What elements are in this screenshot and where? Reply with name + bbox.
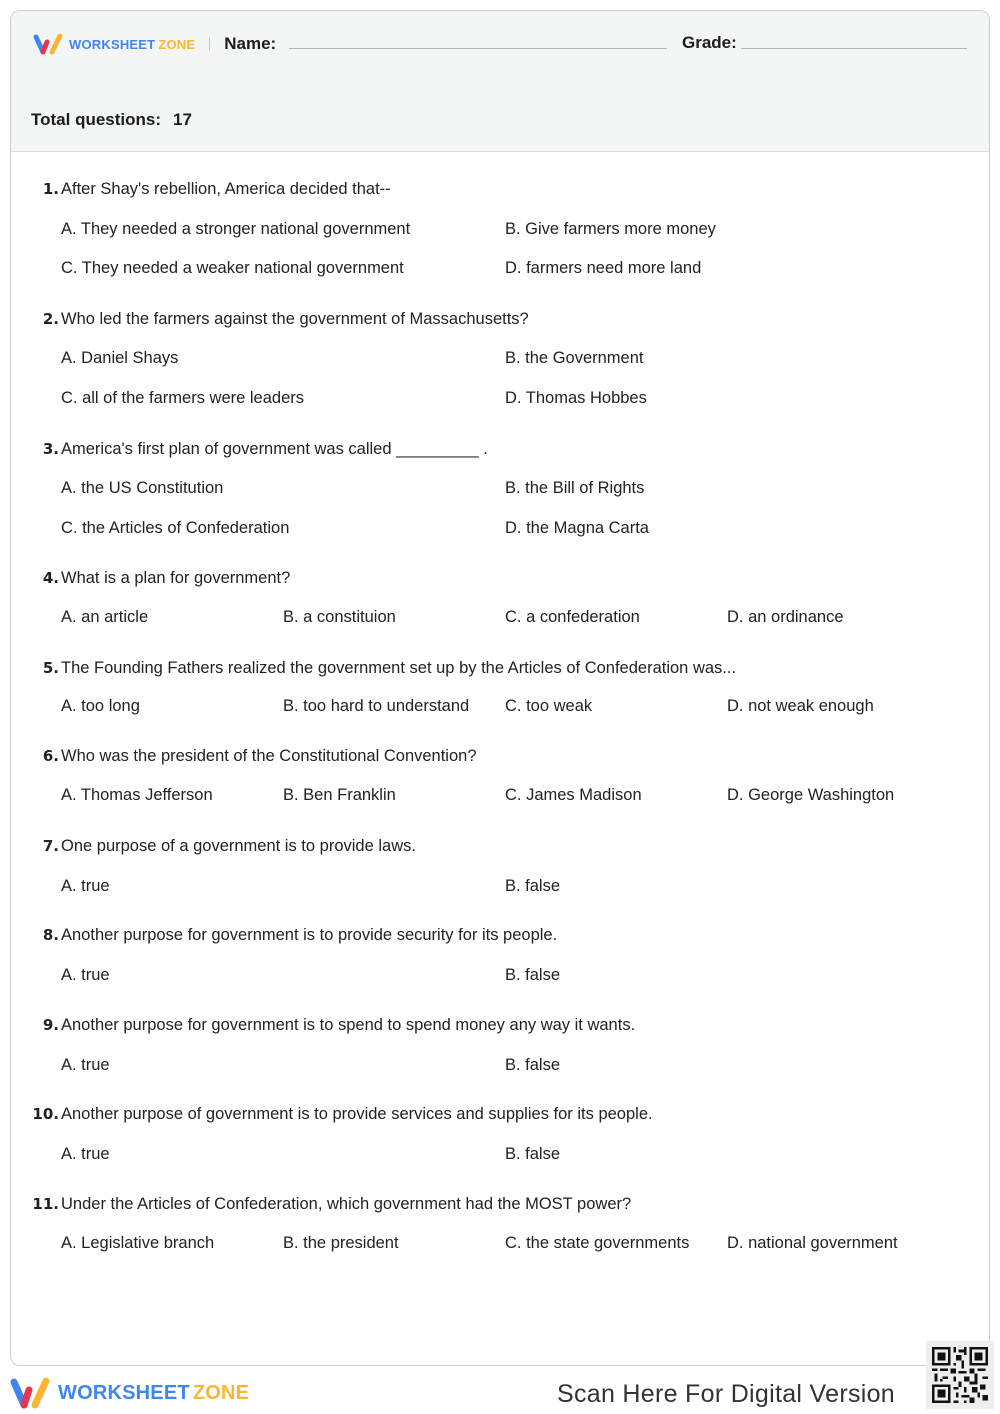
brand-name: WORKSHEET ZONE: [69, 36, 196, 52]
footer-logo: [10, 1377, 249, 1409]
option-d[interactable]: D. national government: [727, 1234, 898, 1252]
worksheet-zone-logo-icon: [33, 33, 65, 55]
option-b[interactable]: B. false: [505, 1056, 561, 1074]
option-b[interactable]: B. a constituion: [283, 608, 396, 626]
header-logo: [33, 33, 276, 55]
total-questions: [31, 110, 192, 130]
option-a[interactable]: A. true: [61, 1145, 110, 1163]
option-a[interactable]: A. an article: [61, 608, 149, 626]
worksheet-page: WORKSHEET ZONE Name: Grade: Total questions: 17 1. After Shay's rebellion, America decided that-- A. They needed a stronger national government B. Give farmers more money C. They needed a weaker national government D. farmers need more land 2. Who led the farmers against the government of Massachusetts? A. Daniel Shays B. the Government C. all of the farmers were leaders D. Thomas Hobbes 3. America's first plan of government was called _________ . A. the US Constitution B. the Bill of Rights C. the Articles of Confederation D. the Magna Carta 4. What is a plan for government? A. an article B. a constituion C. a confederation D. an ordinance 5. The Founding Fathers realized the government set up by the Articles of Confederation was... A. too long B. too hard to understand C. too weak D. not weak enough 6. Who was the president of the Constitutional Convention? A. Thomas Jefferson B. Ben Franklin C. James Madison D. George Washington 7. One purpose of a government is to provide laws. A. true B. false 8. Another purpose for government is to provide security for its people. A. true B. false 9. Another purpose for government is to spend to spend money any way it wants. A. true B. false 10. Another purpose of government is to provide services and supplies for its people. A. true B. false 11. Under the Articles of Confederation, which government had the MOST power? A. Legislative branch B. the president C. the state governments D. national government: [10, 10, 990, 1366]
option-d[interactable]: D. not weak enough: [727, 697, 874, 715]
option-d[interactable]: D. the Magna Carta: [505, 519, 649, 537]
option-d[interactable]: D. George Washington: [727, 786, 895, 804]
option-b[interactable]: B. the Government: [505, 349, 644, 367]
option-d[interactable]: D. an ordinance: [727, 608, 844, 626]
option-a[interactable]: A. Daniel Shays: [61, 349, 179, 367]
option-c[interactable]: C. the Articles of Confederation: [61, 519, 290, 537]
option-b[interactable]: B. false: [505, 1145, 561, 1163]
worksheet-header: [11, 11, 989, 152]
grade-label: Grade:: [682, 33, 737, 52]
option-c[interactable]: C. James Madison: [505, 786, 642, 804]
qr-code-icon[interactable]: [926, 1341, 994, 1409]
option-a[interactable]: A. true: [61, 1056, 110, 1074]
option-a[interactable]: A. Thomas Jefferson: [61, 786, 213, 804]
option-c[interactable]: C. They needed a weaker national government: [61, 259, 404, 277]
option-c[interactable]: C. all of the farmers were leaders: [61, 389, 305, 407]
option-c[interactable]: C. the state governments: [505, 1234, 690, 1252]
scan-instruction: Scan Here For Digital Version: [557, 1380, 896, 1408]
total-questions-count: 17: [173, 110, 192, 129]
divider: [209, 37, 210, 51]
option-a[interactable]: A. They needed a stronger national government: [61, 220, 411, 238]
option-a[interactable]: A. Legislative branch: [61, 1234, 215, 1252]
option-a[interactable]: A. true: [61, 877, 110, 895]
grade-field[interactable]: [741, 48, 967, 49]
option-a[interactable]: A. the US Constitution: [61, 479, 224, 497]
option-c[interactable]: C. a confederation: [505, 608, 640, 626]
option-b[interactable]: B. the president: [283, 1234, 399, 1252]
option-b[interactable]: B. Ben Franklin: [283, 786, 396, 804]
option-d[interactable]: D. farmers need more land: [505, 259, 702, 277]
option-b[interactable]: B. the Bill of Rights: [505, 479, 645, 497]
option-a[interactable]: A. too long: [61, 697, 140, 715]
option-b[interactable]: B. false: [505, 877, 561, 895]
option-a[interactable]: A. true: [61, 966, 110, 984]
name-field[interactable]: [289, 48, 667, 49]
name-label: Name:: [224, 34, 277, 53]
total-questions-label: Total questions:: [31, 110, 162, 129]
option-d[interactable]: D. Thomas Hobbes: [505, 389, 647, 407]
option-b[interactable]: B. Give farmers more money: [505, 220, 716, 238]
worksheet-zone-logo-icon: [10, 1377, 52, 1409]
brand-name: WORKSHEET ZONE: [58, 1381, 250, 1404]
option-b[interactable]: B. too hard to understand: [283, 697, 470, 715]
option-b[interactable]: B. false: [505, 966, 561, 984]
option-c[interactable]: C. too weak: [505, 697, 593, 715]
